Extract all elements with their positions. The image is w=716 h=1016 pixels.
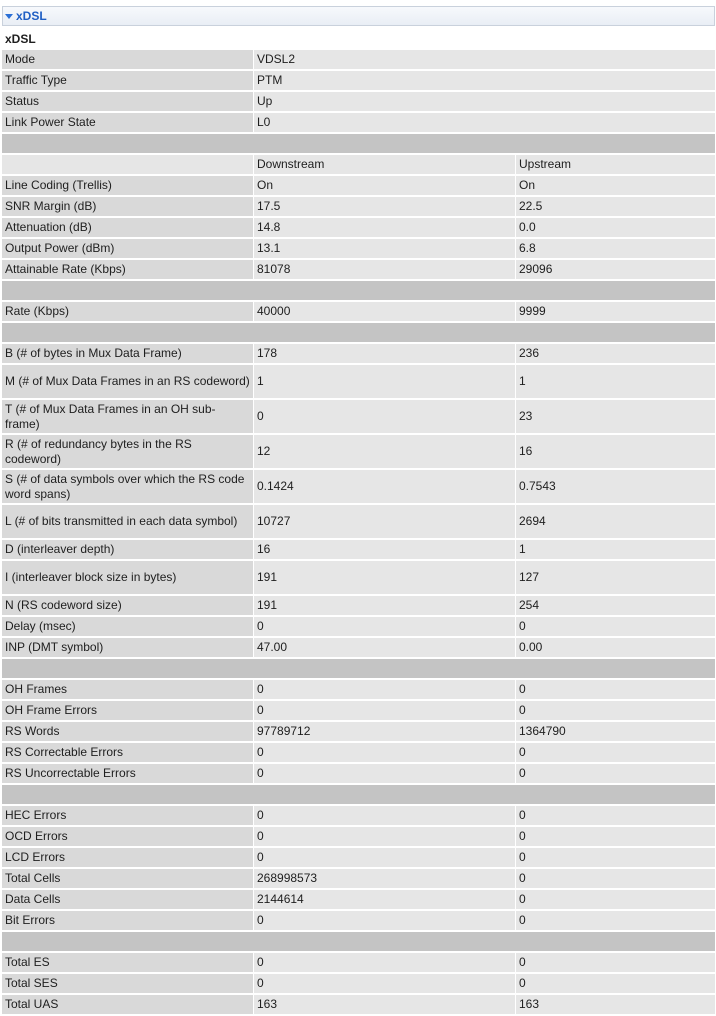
upstream-value: 6.8 — [515, 239, 715, 258]
row-label: LCD Errors — [2, 848, 253, 867]
row-label: I (interleaver block size in bytes) — [2, 561, 253, 594]
downstream-value: 0 — [253, 617, 515, 636]
separator-cell — [2, 932, 715, 951]
separator-cell — [2, 281, 715, 300]
upstream-value: 0 — [515, 743, 715, 762]
table-row — [2, 197, 715, 216]
row-label: N (RS codeword size) — [2, 596, 253, 615]
upstream-value: 0 — [515, 974, 715, 993]
downstream-value: 47.00 — [253, 638, 515, 657]
upstream-value: 22.5 — [515, 197, 715, 216]
table-row — [2, 561, 715, 594]
downstream-value: 0 — [253, 680, 515, 699]
separator-row — [2, 659, 715, 678]
downstream-value: On — [253, 176, 515, 195]
upstream-header: Upstream — [515, 155, 715, 174]
separator-row — [2, 785, 715, 804]
table-row — [2, 50, 715, 69]
row-label: B (# of bytes in Mux Data Frame) — [2, 344, 253, 363]
table-row — [2, 743, 715, 762]
downstream-value: 14.8 — [253, 218, 515, 237]
downstream-value: 0 — [253, 974, 515, 993]
table-row — [2, 540, 715, 559]
row-label: OCD Errors — [2, 827, 253, 846]
upstream-value: 0 — [515, 890, 715, 909]
downstream-value: 40000 — [253, 302, 515, 321]
table-title: xDSL — [2, 29, 715, 50]
upstream-value: 0 — [515, 701, 715, 720]
row-label: Total ES — [2, 953, 253, 972]
upstream-value: 254 — [515, 596, 715, 615]
table-row — [2, 113, 715, 132]
row-value: Up — [253, 92, 715, 111]
separator-row — [2, 281, 715, 300]
row-label: M (# of Mux Data Frames in an RS codeword) — [2, 365, 253, 398]
row-label: INP (DMT symbol) — [2, 638, 253, 657]
table-row — [2, 617, 715, 636]
row-label: HEC Errors — [2, 806, 253, 825]
downstream-value: 0 — [253, 806, 515, 825]
downstream-value: 0 — [253, 764, 515, 783]
downstream-value: 16 — [253, 540, 515, 559]
upstream-value: 236 — [515, 344, 715, 363]
separator-row — [2, 134, 715, 153]
separator-cell — [2, 134, 715, 153]
column-header-blank — [2, 155, 253, 174]
row-label: Mode — [2, 50, 253, 69]
row-label: Link Power State — [2, 113, 253, 132]
downstream-value: 13.1 — [253, 239, 515, 258]
separator-row — [2, 323, 715, 342]
upstream-value: 0 — [515, 806, 715, 825]
table-row — [2, 400, 715, 433]
row-value: L0 — [253, 113, 715, 132]
table-row — [2, 764, 715, 783]
table-row — [2, 176, 715, 195]
downstream-value: 191 — [253, 561, 515, 594]
upstream-value: 1 — [515, 540, 715, 559]
row-label: Bit Errors — [2, 911, 253, 930]
row-label: Total Cells — [2, 869, 253, 888]
table-row — [2, 239, 715, 258]
xdsl-section-toggle[interactable] — [2, 6, 715, 26]
table-row — [2, 911, 715, 930]
upstream-value: 0 — [515, 680, 715, 699]
table-row — [2, 260, 715, 279]
xdsl-panel — [2, 6, 715, 1016]
upstream-value: 9999 — [515, 302, 715, 321]
downstream-value: 191 — [253, 596, 515, 615]
upstream-value: 2694 — [515, 505, 715, 538]
table-row — [2, 890, 715, 909]
upstream-value: 29096 — [515, 260, 715, 279]
row-label: Traffic Type — [2, 71, 253, 90]
downstream-value: 17.5 — [253, 197, 515, 216]
row-label: Data Cells — [2, 890, 253, 909]
upstream-value: 0.0 — [515, 218, 715, 237]
table-row — [2, 974, 715, 993]
row-label: SNR Margin (dB) — [2, 197, 253, 216]
table-row — [2, 344, 715, 363]
upstream-value: 127 — [515, 561, 715, 594]
triangle-down-icon — [5, 14, 13, 19]
table-row — [2, 365, 715, 398]
table-row — [2, 218, 715, 237]
row-label: Delay (msec) — [2, 617, 253, 636]
table-row — [2, 848, 715, 867]
table-row — [2, 435, 715, 468]
row-label: OH Frame Errors — [2, 701, 253, 720]
table-row — [2, 470, 715, 503]
upstream-value: 0 — [515, 911, 715, 930]
row-label: Attainable Rate (Kbps) — [2, 260, 253, 279]
table-row — [2, 596, 715, 615]
table-row — [2, 302, 715, 321]
downstream-value: 0 — [253, 400, 515, 433]
downstream-value: 0 — [253, 827, 515, 846]
downstream-value: 0 — [253, 911, 515, 930]
downstream-value: 81078 — [253, 260, 515, 279]
separator-cell — [2, 659, 715, 678]
downstream-value: 12 — [253, 435, 515, 468]
section-title: xDSL — [16, 9, 47, 23]
separator-cell — [2, 323, 715, 342]
downstream-value: 97789712 — [253, 722, 515, 741]
separator-cell — [2, 785, 715, 804]
row-label: S (# of data symbols over which the RS code word spans) — [2, 470, 253, 503]
downstream-value: 1 — [253, 365, 515, 398]
table-row — [2, 953, 715, 972]
row-label: Status — [2, 92, 253, 111]
row-label: Attenuation (dB) — [2, 218, 253, 237]
row-label: Line Coding (Trellis) — [2, 176, 253, 195]
upstream-value: 0.7543 — [515, 470, 715, 503]
upstream-value: 0 — [515, 848, 715, 867]
upstream-value: 1364790 — [515, 722, 715, 741]
row-label: RS Uncorrectable Errors — [2, 764, 253, 783]
column-header-row — [2, 155, 715, 174]
row-label: D (interleaver depth) — [2, 540, 253, 559]
table-row — [2, 638, 715, 657]
upstream-value: On — [515, 176, 715, 195]
row-label: Output Power (dBm) — [2, 239, 253, 258]
downstream-value: 0 — [253, 848, 515, 867]
downstream-value: 268998573 — [253, 869, 515, 888]
upstream-value: 1 — [515, 365, 715, 398]
downstream-value: 2144614 — [253, 890, 515, 909]
row-label: RS Words — [2, 722, 253, 741]
downstream-value: 178 — [253, 344, 515, 363]
downstream-value: 0.1424 — [253, 470, 515, 503]
xdsl-stats-table — [2, 48, 715, 1016]
upstream-value: 0 — [515, 617, 715, 636]
downstream-value: 0 — [253, 743, 515, 762]
table-row — [2, 505, 715, 538]
upstream-value: 23 — [515, 400, 715, 433]
table-row — [2, 701, 715, 720]
downstream-value: 163 — [253, 995, 515, 1014]
upstream-value: 163 — [515, 995, 715, 1014]
row-label: Total SES — [2, 974, 253, 993]
row-label: RS Correctable Errors — [2, 743, 253, 762]
row-label: L (# of bits transmitted in each data symbol) — [2, 505, 253, 538]
row-value: PTM — [253, 71, 715, 90]
table-row — [2, 806, 715, 825]
upstream-value: 16 — [515, 435, 715, 468]
upstream-value: 0.00 — [515, 638, 715, 657]
table-row — [2, 92, 715, 111]
row-label: Total UAS — [2, 995, 253, 1014]
row-label: OH Frames — [2, 680, 253, 699]
upstream-value: 0 — [515, 953, 715, 972]
downstream-value: 10727 — [253, 505, 515, 538]
row-value: VDSL2 — [253, 50, 715, 69]
row-label: Rate (Kbps) — [2, 302, 253, 321]
table-row — [2, 827, 715, 846]
upstream-value: 0 — [515, 764, 715, 783]
table-row — [2, 71, 715, 90]
downstream-value: 0 — [253, 701, 515, 720]
downstream-value: 0 — [253, 953, 515, 972]
row-label: T (# of Mux Data Frames in an OH sub-frame) — [2, 400, 253, 433]
upstream-value: 0 — [515, 827, 715, 846]
upstream-value: 0 — [515, 869, 715, 888]
row-label: R (# of redundancy bytes in the RS codeword) — [2, 435, 253, 468]
table-row — [2, 869, 715, 888]
table-row — [2, 722, 715, 741]
downstream-header: Downstream — [253, 155, 515, 174]
separator-row — [2, 932, 715, 951]
table-row — [2, 680, 715, 699]
